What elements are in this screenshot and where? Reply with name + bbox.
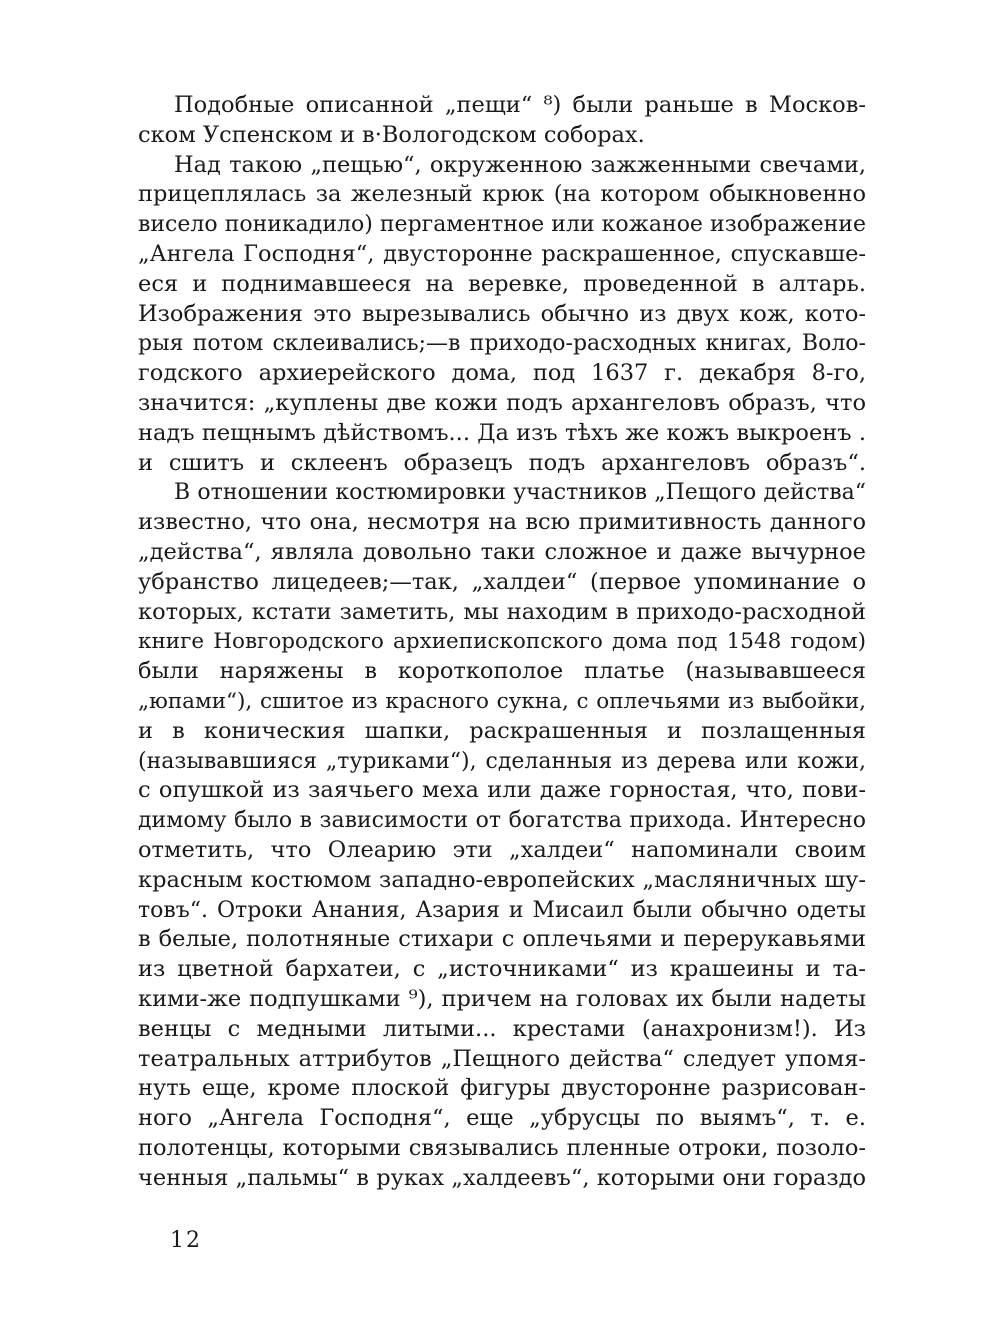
text-line: „Ангела Господня“, двусторонне раскрашенное, спускавше- <box>138 240 866 267</box>
text-line: ском Успенском и в·Вологодском соборах. <box>138 121 645 148</box>
text-line: известно, что она, несмотря на всю примитивность данного <box>138 509 866 536</box>
text-line: ченныя „пальмы“ в руках „халдеевъ“, которыми они гораздо <box>138 1164 866 1191</box>
text-line: годского архиерейского дома, под 1637 г. декабря 8-го, <box>138 360 866 387</box>
text-line: еся и поднимавшееся на веревке, проведенной в алтарь. <box>138 270 866 297</box>
page-number: 12 <box>170 1228 202 1253</box>
text-line: нуть еще, кроме плоской фигуры двусторонне разрисован- <box>138 1075 866 1102</box>
text-line: и в коническия шапки, раскрашенныя и позлащенныя <box>138 717 866 744</box>
text-line: ного „Ангела Господня“, еще „убрусцы по выямъ“, т. е. <box>138 1105 866 1132</box>
text-line: из цветной бархатеи, с „источниками“ из крашеины и та- <box>138 956 866 983</box>
text-line: Подобные описанной „пещи“ ⁸) были раньше в Москов- <box>174 92 866 118</box>
text-line: красным костюмом западно-европейских „масляничных шу- <box>138 866 866 893</box>
text-line: полотенцы, которыми связывались пленные отроки, позоло- <box>138 1134 866 1161</box>
text-line: рыя потом склеивались;—в приходо-расходных книгах, Воло- <box>138 331 866 357</box>
text-line: В отношении костюмировки участников „Пещого действа“ <box>174 480 866 506</box>
text-line: венцы с медными литыми... крестами (анахронизм!). Из <box>138 1015 866 1042</box>
text-line: прицеплялась за железный крюк (на котором обыкновенно <box>138 181 866 208</box>
text-line: висело поникадило) пергаментное или кожаное изображение <box>138 212 866 238</box>
text-line: книге Новгородского архиепископского дома под 1548 годом) <box>138 629 866 655</box>
text-line: димому было в зависимости от богатства прихода. Интересно <box>138 808 866 834</box>
body-text <box>138 91 866 1193</box>
text-line: „юпами“), сшитое из красного сукна, с оплечьями из выбойки, <box>138 688 866 714</box>
text-line: кими-же подпушками ⁹), причем на головах их были надеты <box>138 985 866 1012</box>
text-line: были наряжены в короткополое платье (называвшееся <box>138 658 866 685</box>
text-line: товъ“. Отроки Анания, Азария и Мисаил были обычно одеты <box>138 897 866 923</box>
text-line: которых, кстати заметить, мы находим в приходо-расходной <box>138 598 866 625</box>
text-line: Над такою „пещью“, окруженною зажженными свечами, <box>174 151 866 178</box>
text-line: (называвшияся „туриками“), сделанныя из дерева или кожи, <box>138 748 866 774</box>
text-line: и сшитъ и склеенъ образецъ подъ архангеловъ образъ“. <box>138 449 866 476</box>
text-line: театральных аттрибутов „Пещного действа“ следует упомя- <box>138 1045 866 1072</box>
text-line: „действа“, являла довольно таки сложное и даже вычурное <box>138 538 866 565</box>
text-line: отметить, что Олеарию эти „халдеи“ напоминали своим <box>138 836 866 863</box>
text-line: с опушкой из заячьего меха или даже горностая, что, пови- <box>138 777 866 804</box>
text-line: Изображения это вырезывались обычно из двух кож, кото- <box>138 300 866 327</box>
text-line: значится: „куплены две кожи подъ архангеловъ образъ, что <box>138 389 866 416</box>
text-line: убранство лицедеев;—так, „халдеи“ (первое упоминание о <box>138 568 866 595</box>
text-line: в белые, полотняные стихари с оплечьями и перерукавьями <box>138 926 866 953</box>
text-line: надъ пещнымъ дѣйствомъ... Да изъ тѣхъ же кожъ выкроенъ . <box>138 419 866 446</box>
